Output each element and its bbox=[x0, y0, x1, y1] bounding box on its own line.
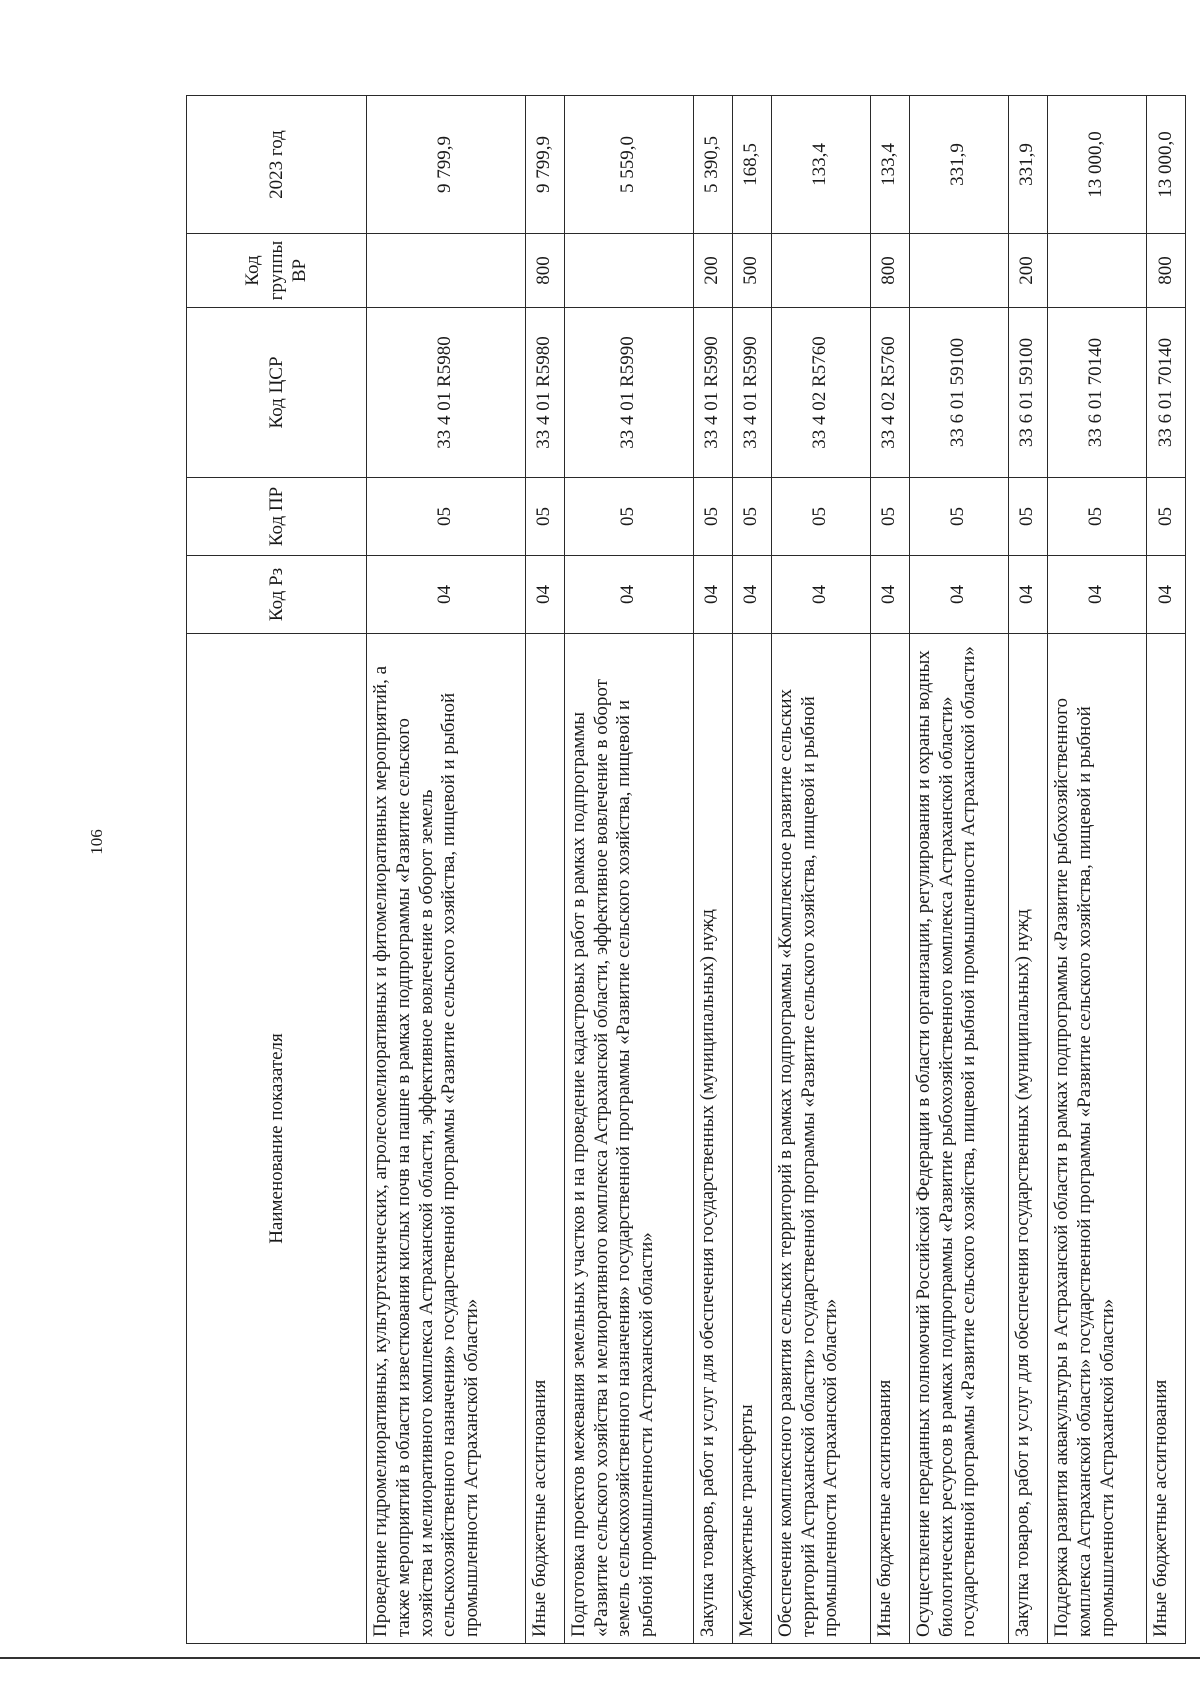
row-name: Иные бюджетные ассигнования bbox=[870, 634, 909, 1644]
row-amount: 9 799,9 bbox=[525, 96, 564, 234]
row-pr: 05 bbox=[693, 478, 732, 556]
page-number: 106 bbox=[86, 829, 106, 855]
row-csr: 33 4 01 R5980 bbox=[525, 308, 564, 478]
row-name: Подготовка проектов межевания земельных участков и на проведение кадастровых работ в рамках подпрограммы «Развитие сельского хозяйства и мелиоративного комплекса Астраханской области, эффективное вовлечение в оборот земель сельскохозяйственного назначения» государственной программы «Развитие сельского хозяйства, пищевой и рыбной промышленности Астраханской области» bbox=[564, 634, 693, 1644]
row-pr: 05 bbox=[732, 478, 771, 556]
row-rz: 04 bbox=[367, 556, 526, 634]
table-row bbox=[771, 96, 870, 1644]
row-name: Поддержка развития аквакультуры в Астраханской области в рамках подпрограммы «Развитие рыбохозяйственного комплекса Астраханской области» государственной программы «Развитие сельского хозяйства, пищевой и рыбной промышленности Астраханской области» bbox=[1047, 634, 1146, 1644]
table-row bbox=[1146, 96, 1185, 1644]
row-pr: 05 bbox=[1008, 478, 1047, 556]
row-pr: 05 bbox=[1047, 478, 1146, 556]
budget-table-container bbox=[186, 96, 1186, 1644]
table-row bbox=[367, 96, 526, 1644]
row-amount: 331,9 bbox=[1008, 96, 1047, 234]
row-amount: 5 559,0 bbox=[564, 96, 693, 234]
row-amount: 5 390,5 bbox=[693, 96, 732, 234]
row-csr: 33 4 01 R5990 bbox=[693, 308, 732, 478]
header-pr: Код ПР bbox=[187, 478, 367, 556]
row-pr: 05 bbox=[771, 478, 870, 556]
row-vr: 500 bbox=[732, 234, 771, 308]
row-vr bbox=[771, 234, 870, 308]
row-name: Проведение гидромелиоративных, культуртехнических, агролесомелиоративных и фитомелиоративных мероприятий, а также мероприятий в области известкования кислых почв на пашне в рамках подпрограммы «Развитие сельского хозяйства и мелиоративного комплекса Астраханской области, эффективное вовлечение в оборот земель сельскохозяйственного назначения» государственной программы «Развитие сельского хозяйства, пищевой и рыбной промышленности Астраханской области» bbox=[367, 634, 526, 1644]
row-rz: 04 bbox=[870, 556, 909, 634]
row-name: Иные бюджетные ассигнования bbox=[1146, 634, 1185, 1644]
header-vr: Код группы ВР bbox=[187, 234, 367, 308]
row-pr: 05 bbox=[564, 478, 693, 556]
table-row bbox=[693, 96, 732, 1644]
table-row bbox=[525, 96, 564, 1644]
row-rz: 04 bbox=[732, 556, 771, 634]
row-vr: 800 bbox=[525, 234, 564, 308]
row-rz: 04 bbox=[1047, 556, 1146, 634]
header-name: Наименование показателя bbox=[187, 634, 367, 1644]
row-pr: 05 bbox=[367, 478, 526, 556]
row-amount: 133,4 bbox=[771, 96, 870, 234]
row-csr: 33 4 01 R5980 bbox=[367, 308, 526, 478]
row-name: Межбюджетные трансферты bbox=[732, 634, 771, 1644]
row-pr: 05 bbox=[1146, 478, 1185, 556]
row-pr: 05 bbox=[870, 478, 909, 556]
row-vr: 800 bbox=[870, 234, 909, 308]
row-rz: 04 bbox=[564, 556, 693, 634]
row-vr bbox=[1047, 234, 1146, 308]
row-csr: 33 6 01 70140 bbox=[1047, 308, 1146, 478]
row-amount: 13 000,0 bbox=[1146, 96, 1185, 234]
row-vr: 200 bbox=[693, 234, 732, 308]
row-csr: 33 4 02 R5760 bbox=[870, 308, 909, 478]
table-row bbox=[1008, 96, 1047, 1644]
row-name: Осуществление переданных полномочий Российской Федерации в области организации, регулирования и охраны водных биологических ресурсов в рамках подпрограммы «Развитие рыбохозяйственного комплекса Астраханской области» государственной программы «Развитие сельского хозяйства, пищевой и рыбной промышленности Астраханской области» bbox=[909, 634, 1008, 1644]
table-row bbox=[564, 96, 693, 1644]
row-rz: 04 bbox=[525, 556, 564, 634]
table-row bbox=[909, 96, 1008, 1644]
row-vr: 800 bbox=[1146, 234, 1185, 308]
row-amount: 9 799,9 bbox=[367, 96, 526, 234]
row-amount: 331,9 bbox=[909, 96, 1008, 234]
row-amount: 13 000,0 bbox=[1047, 96, 1146, 234]
table-header-row bbox=[187, 96, 367, 1644]
row-csr: 33 4 02 R5760 bbox=[771, 308, 870, 478]
row-csr: 33 6 01 59100 bbox=[1008, 308, 1047, 478]
row-rz: 04 bbox=[771, 556, 870, 634]
row-amount: 168,5 bbox=[732, 96, 771, 234]
row-vr bbox=[909, 234, 1008, 308]
row-name: Иные бюджетные ассигнования bbox=[525, 634, 564, 1644]
row-rz: 04 bbox=[1146, 556, 1185, 634]
page-bottom-rule bbox=[0, 1657, 1200, 1659]
table-row bbox=[732, 96, 771, 1644]
row-amount: 133,4 bbox=[870, 96, 909, 234]
row-rz: 04 bbox=[909, 556, 1008, 634]
row-csr: 33 4 01 R5990 bbox=[732, 308, 771, 478]
row-name: Закупка товаров, работ и услуг для обеспечения государственных (муниципальных) нужд bbox=[1008, 634, 1047, 1644]
table-row bbox=[870, 96, 909, 1644]
row-name: Обеспечение комплексного развития сельских территорий в рамках подпрограммы «Комплексное развитие сельских территорий Астраханской области» государственной программы «Развитие сельского хозяйства, пищевой и рыбной промышленности Астраханской области» bbox=[771, 634, 870, 1644]
header-rz: Код Рз bbox=[187, 556, 367, 634]
row-rz: 04 bbox=[1008, 556, 1047, 634]
header-csr: Код ЦСР bbox=[187, 308, 367, 478]
row-csr: 33 4 01 R5990 bbox=[564, 308, 693, 478]
row-rz: 04 bbox=[693, 556, 732, 634]
row-pr: 05 bbox=[525, 478, 564, 556]
row-vr bbox=[367, 234, 526, 308]
budget-table bbox=[186, 95, 1186, 1644]
row-csr: 33 6 01 59100 bbox=[909, 308, 1008, 478]
row-name: Закупка товаров, работ и услуг для обеспечения государственных (муниципальных) нужд bbox=[693, 634, 732, 1644]
row-csr: 33 6 01 70140 bbox=[1146, 308, 1185, 478]
row-pr: 05 bbox=[909, 478, 1008, 556]
row-vr: 200 bbox=[1008, 234, 1047, 308]
row-vr bbox=[564, 234, 693, 308]
header-year: 2023 год bbox=[187, 96, 367, 234]
table-row bbox=[1047, 96, 1146, 1644]
